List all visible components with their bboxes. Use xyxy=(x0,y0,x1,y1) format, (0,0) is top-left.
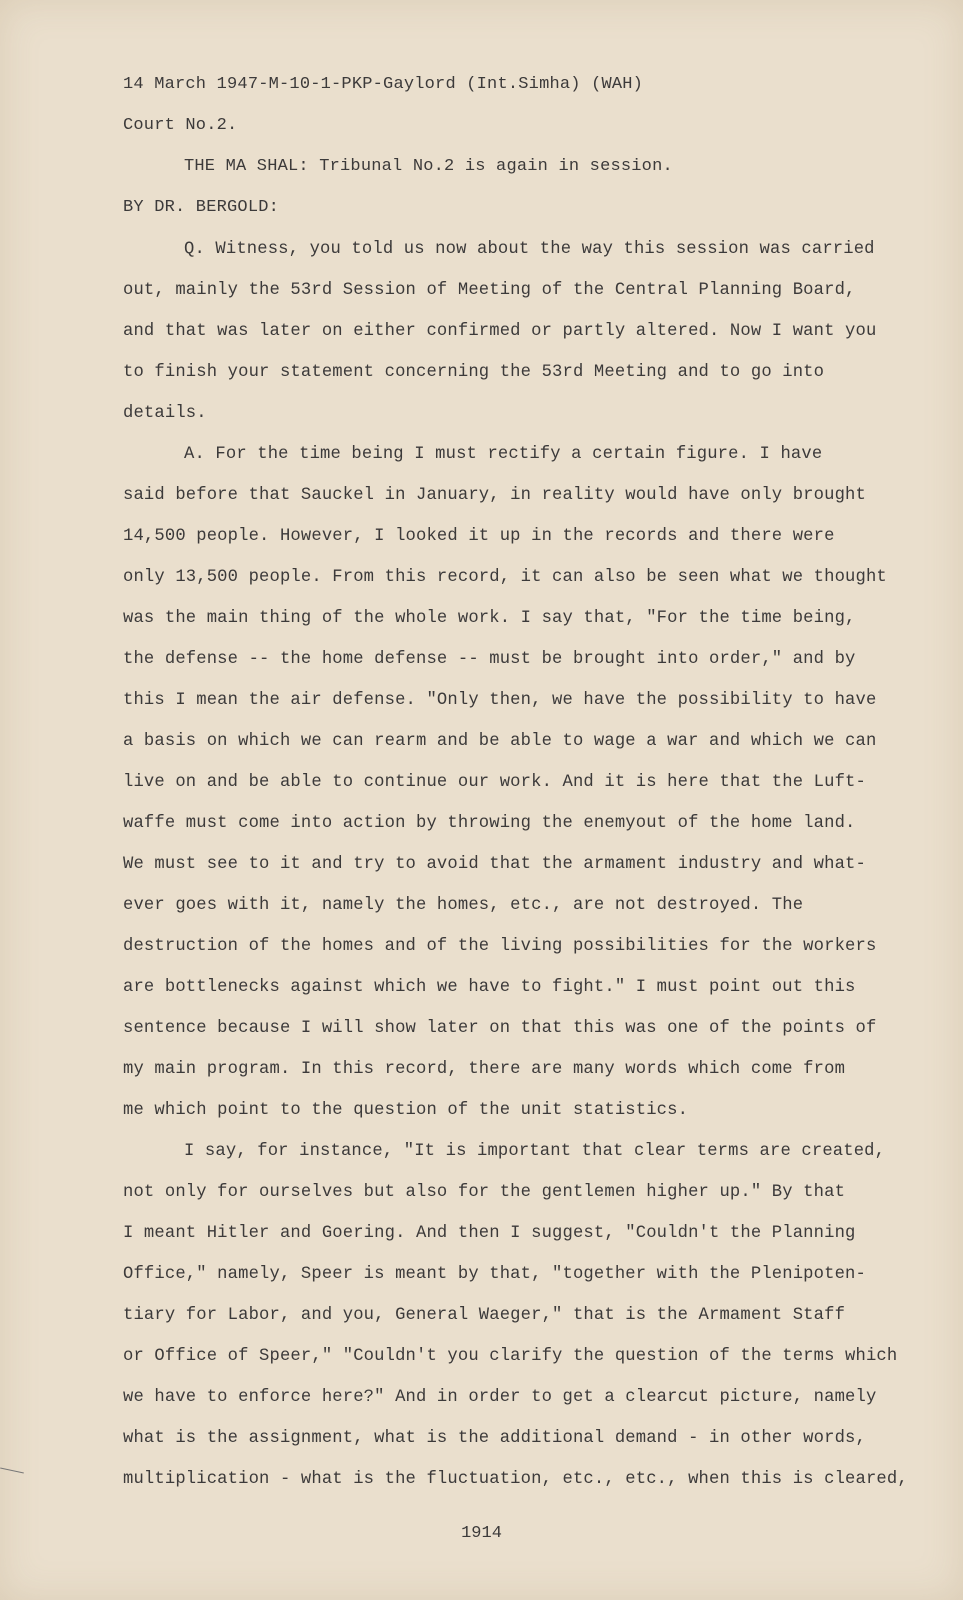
transcript-line: only 13,500 people. From this record, it can also be seen what we thought xyxy=(123,568,887,587)
transcript-line: We must see to it and try to avoid that the armament industry and what- xyxy=(123,855,866,874)
transcript-line: 14,500 people. However, I looked it up in the records and there were xyxy=(123,527,835,546)
transcript-line: this I mean the air defense. "Only then, we have the possibility to have xyxy=(123,691,877,710)
transcript-line: me which point to the question of the unit statistics. xyxy=(123,1101,689,1120)
transcript-line: sentence because I will show later on that this was one of the points of xyxy=(123,1019,877,1038)
transcript-line: and that was later on either confirmed or partly altered. Now I want you xyxy=(123,322,877,341)
transcript-line: what is the assignment, what is the additional demand - in other words, xyxy=(123,1429,866,1448)
transcript-line: tiary for Labor, and you, General Waeger," that is the Armament Staff xyxy=(123,1306,846,1325)
transcript-line: was the main thing of the whole work. I say that, "For the time being, xyxy=(123,609,856,628)
transcript-line: not only for ourselves but also for the gentlemen higher up." By that xyxy=(123,1183,846,1202)
transcript-line: out, mainly the 53rd Session of Meeting of the Central Planning Board, xyxy=(123,281,856,300)
margin-mark xyxy=(0,1468,24,1474)
transcript-line: we have to enforce here?" And in order to get a clearcut picture, namely xyxy=(123,1388,877,1407)
page-number: 1914 xyxy=(461,1524,502,1543)
transcript-line: the defense -- the home defense -- must be brought into order," and by xyxy=(123,650,856,669)
transcript-line: I say, for instance, "It is important that clear terms are created, xyxy=(184,1142,886,1161)
document-reference: 14 March 1947-M-10-1-PKP-Gaylord (Int.Simha) (WAH) xyxy=(123,75,644,94)
transcript-line: are bottlenecks against which we have to fight." I must point out this xyxy=(123,978,856,997)
court-number: Court No.2. xyxy=(123,116,238,135)
marshal-statement: THE MA SHAL: Tribunal No.2 is again in session. xyxy=(184,157,673,176)
transcript-line: said before that Sauckel in January, in reality would have only brought xyxy=(123,486,866,505)
transcript-line: destruction of the homes and of the living possibilities for the workers xyxy=(123,937,877,956)
transcript-line: my main program. In this record, there are many words which come from xyxy=(123,1060,846,1079)
transcript-line: ever goes with it, namely the homes, etc., are not destroyed. The xyxy=(123,896,804,915)
transcript-line: I meant Hitler and Goering. And then I suggest, "Couldn't the Planning xyxy=(123,1224,856,1243)
transcript-line: or Office of Speer," "Couldn't you clarify the question of the terms which xyxy=(123,1347,898,1366)
transcript-line: multiplication - what is the fluctuation, etc., etc., when this is cleared, xyxy=(123,1470,908,1489)
transcript-line: Office," namely, Speer is meant by that, "together with the Plenipoten- xyxy=(123,1265,866,1284)
transcript-line: A. For the time being I must rectify a certain figure. I have xyxy=(184,445,823,464)
transcript-line: to finish your statement concerning the 53rd Meeting and to go into xyxy=(123,363,825,382)
transcript-line: Q. Witness, you told us now about the way this session was carried xyxy=(184,240,875,259)
examiner-heading: BY DR. BERGOLD: xyxy=(123,198,280,217)
transcript-line: waffe must come into action by throwing the enemyout of the home land. xyxy=(123,814,856,833)
transcript-line: a basis on which we can rearm and be able to wage a war and which we can xyxy=(123,732,877,751)
transcript-line: live on and be able to continue our work. And it is here that the Luft- xyxy=(123,773,866,792)
transcript-line: details. xyxy=(123,404,207,423)
